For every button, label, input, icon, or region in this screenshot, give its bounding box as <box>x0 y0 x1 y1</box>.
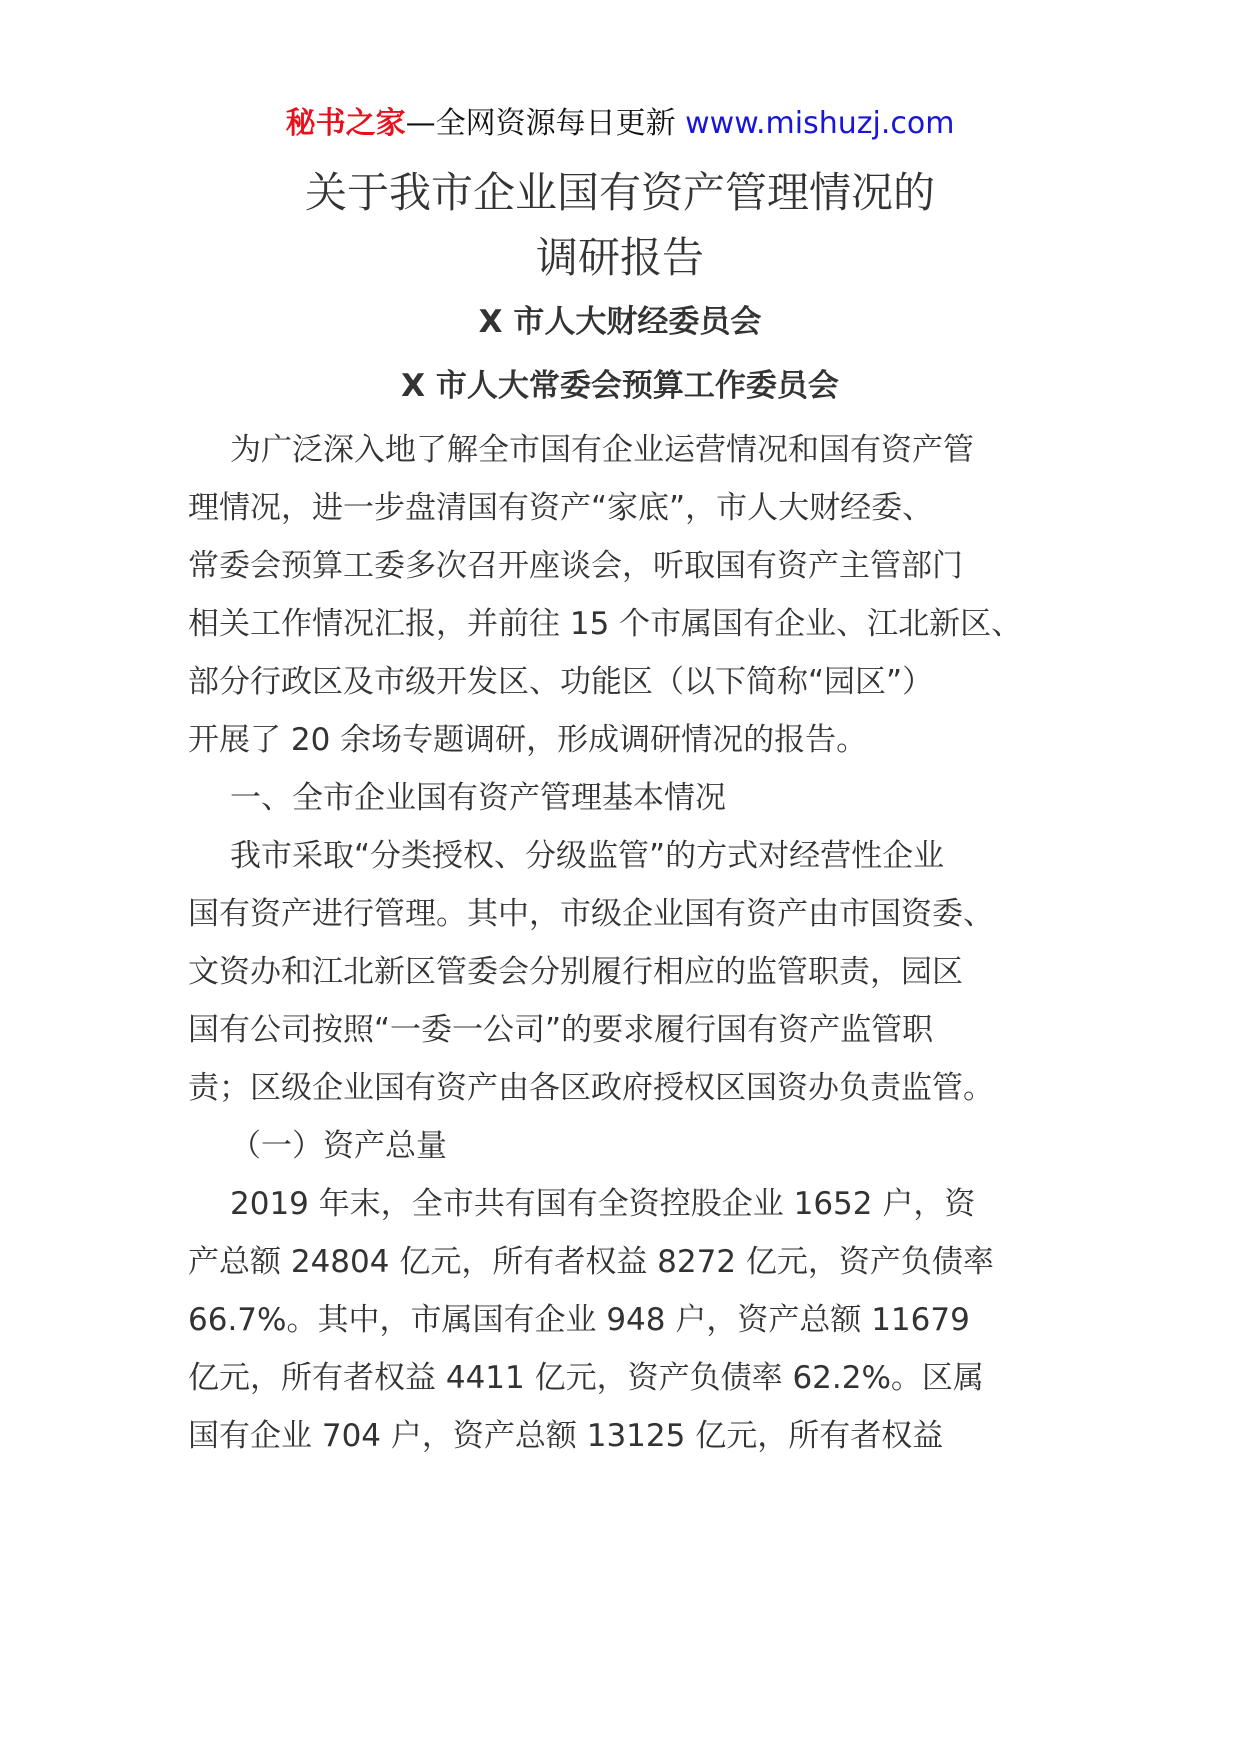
paragraph-line: 文资办和江北新区管委会分别履行相应的监管职责，园区 <box>188 954 963 990</box>
paragraph-line: 亿元，所有者权益 4411 亿元，资产负债率 62.2%。区属 <box>188 1360 984 1396</box>
paragraph-line: 理情况，进一步盘清国有资产“家底”，市人大财经委、 <box>188 490 934 526</box>
paragraph-line: 常委会预算工委多次召开座谈会，听取国有资产主管部门 <box>188 548 963 584</box>
paragraph-line: 国有资产进行管理。其中，市级企业国有资产由市国资委、 <box>188 896 994 932</box>
site-header <box>0 100 1240 148</box>
site-slogan: —全网资源每日更新 <box>405 106 676 141</box>
section-heading: 一、全市企业国有资产管理基本情况 <box>230 780 726 816</box>
site-url-link[interactable]: www.mishuzj.com <box>685 106 955 141</box>
paragraph-line: 产总额 24804 亿元，所有者权益 8272 亿元，资产负债率 <box>188 1244 994 1280</box>
document-title-line-2: 调研报告 <box>535 233 704 282</box>
document-title-line-1: 关于我市企业国有资产管理情况的 <box>304 168 935 217</box>
paragraph-line: 开展了 20 余场专题调研，形成调研情况的报告。 <box>188 722 868 758</box>
paragraph-line: 我市采取“分类授权、分级监管”的方式对经营性企业 <box>230 838 945 874</box>
subsection-heading: （一）资产总量 <box>230 1128 447 1164</box>
paragraph-line: 相关工作情况汇报，并前往 15 个市属国有企业、江北新区、 <box>188 606 1023 642</box>
paragraph-line: 为广泛深入地了解全市国有企业运营情况和国有资产管 <box>230 432 974 468</box>
paragraph-line: 国有企业 704 户，资产总额 13125 亿元，所有者权益 <box>188 1418 944 1454</box>
paragraph-line: 2019 年末，全市共有国有全资控股企业 1652 户，资 <box>230 1186 976 1222</box>
paragraph-line: 66.7%。其中，市属国有企业 948 户，资产总额 11679 <box>188 1302 970 1338</box>
paragraph-line: 部分行政区及市级开发区、功能区（以下简称“园区”） <box>188 664 934 700</box>
paragraph-line: 责；区级企业国有资产由各区政府授权区国资办负责监管。 <box>188 1070 994 1106</box>
site-brand: 秘书之家 <box>285 106 406 141</box>
author-org-finance-committee: X 市人大财经委员会 <box>478 304 762 340</box>
author-org-budget-committee: X 市人大常委会预算工作委员会 <box>401 368 839 404</box>
paragraph-line: 国有公司按照“一委一公司”的要求履行国有资产监管职 <box>188 1012 934 1048</box>
